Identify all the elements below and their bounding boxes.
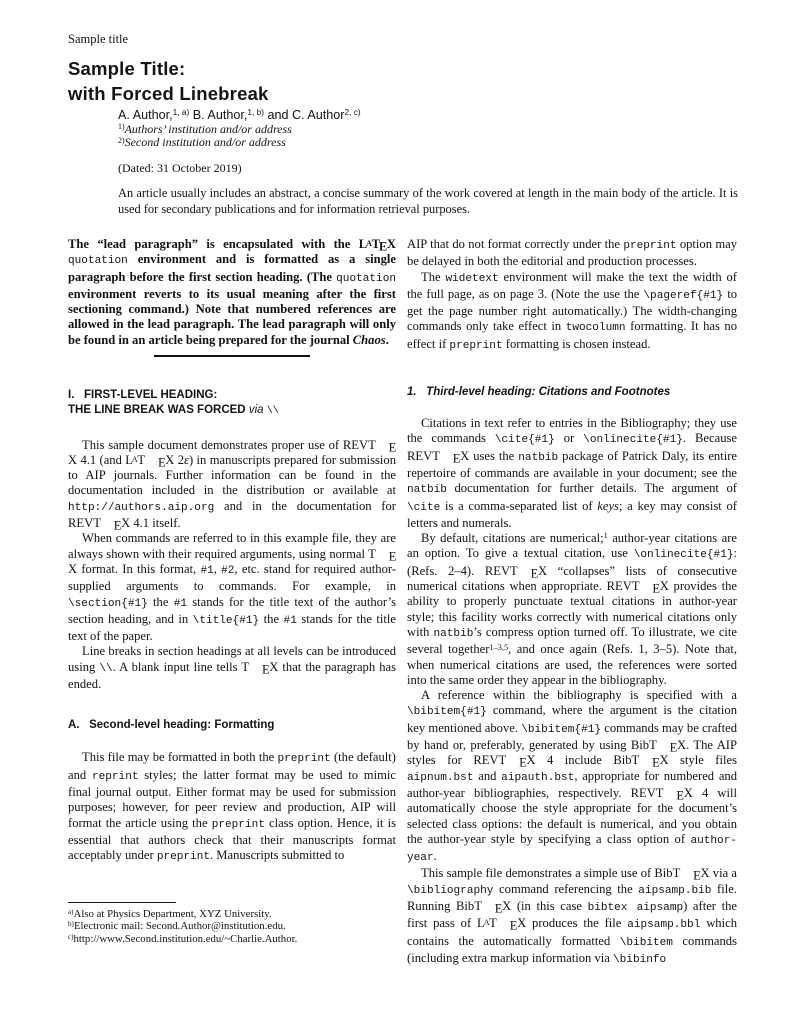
byline-block <box>118 108 738 218</box>
paragraph-left-3: Line breaks in section headings at all levels can be introduced using \\. A blank input line tells T EX that the paragraph has ended. <box>68 644 396 692</box>
paragraph-left-1: This sample document demonstrates proper use of REVT EX 4.1 (and LAT EX 2ε) in manuscripts prepared for submission to AIP journals. Further information can be found in the documentation included in the distribution or available at http://authors.aip.org and in the documentation for REVT EX 4.1 itself. <box>68 437 397 533</box>
paragraph-left-4: This file may be formatted in both the preprint (the default) and reprint styles; the latter format may be used to mimic final journal output. Either format may be used for submission purposes; however, for peer review and production, AIP will format the article using the preprint class option. Hence, it is essential that authors check that their manuscripts format acceptably under preprint. Manuscripts submitted to <box>68 750 397 864</box>
paragraph-right-3: Citations in text refer to entries in the Bibliography; they use the commands \cite{#1} or \onlinecite{#1}. Because REVT EX uses the natbib package of Patrick Daly, its entire repertoire of commands are available in your document; see the natbib documentation for further details. The argument of \cite is a comma-separated list of keys; a key may consist of letters and numerals. <box>407 416 738 530</box>
authors-line: A. Author,$^{1, a)}$ B. Author,$^{1, b)}$ and C. Author$^{2, c)}$ <box>118 107 361 122</box>
paragraph-right-5: A reference within the bibliography is specified with a \bibitem{#1} command, where the argument is the citation key mentioned above. \bibitem{#1} commands may be crafted by hand or, preferably, generated by using BibT EX. The AIP styles for REVT EX 4 include BibT EX style files aipnum.bst and aipauth.bst, appropriate for numbered and author-year bibliographies, respectively. REVT EX 4 will automatically choose the style appropriate for the document’s selected class options: the default is numerical, and you obtain the author-year style by specifying a class option of author-year. <box>407 688 738 865</box>
footnote-block <box>68 902 396 945</box>
two-column-body <box>68 237 737 968</box>
paragraph-right-2: The widetext environment will make the text the width of the full page, as on page 3. (Note the use the \pageref{#1} to get the page number right automatically.) The width-changing commands only take effect in twocolumn formatting. It has no effect if preprint formatting is chosen instead. <box>407 269 737 352</box>
paragraph-right-4: By default, citations are numerical;$^1$ author-year citations are an option. To give a textual citation, use \onlinecite{#1}: (Refs. 2–4). REVT EX “collapses” lists of consecutive numerical citations when appropriate. REVT EX provides the ability to properly punctuate textual citations in author-year style; this facility works correctly with numerical citations only with natbib’s compress option turned off. To illustrate, we cite several together$^{1-3,5}$, and once again (Refs. 1, 3–5). Note that, when numerical citations are used, the references were sorted into the same order they appear in the bibliography. <box>407 531 737 687</box>
paragraph-right-6: This sample file demonstrates a simple use of BibT EX via a \bibliography command referencing the aipsamp.bib file. Running BibT EX (in this case bibtex aipsamp) after the first pass of LAT EX produces the file aipsamp.bbl which contains the automatically formatted \bibitem commands (including extra markup information via \bibinfo <box>407 866 738 966</box>
subsection-heading-a: A. Second-level heading: Formatting <box>68 719 275 732</box>
title-line-1: Sample Title: <box>68 58 186 79</box>
dated-line: (Dated: 31 October 2019) <box>118 161 242 176</box>
section-heading-first-level: I. FIRST-LEVEL HEADING: THE LINE BREAK WAS FORCED via \\ <box>68 388 279 417</box>
affiliation-line-1: $^{1)}$Authors’ institution and/or address <box>118 122 292 136</box>
title-line-2: with Forced Linebreak <box>68 82 269 104</box>
abstract-text: An article usually includes an abstract, a concise summary of the work covered at length in the main body of the article. It is used for secondary publications and for information retrieval purposes. <box>118 186 738 216</box>
paragraph-left-2: When commands are referred to in this example file, they are always shown with their required arguments, using normal T EX format. In this format, #1, #2, etc. stand for required author-supplied arguments to commands. For example, in \section{#1} the #1 stands for the title text of the author’s section heading, and in \title{#1} the #1 stands for the title text of the paper. <box>68 531 397 644</box>
footnote-c: $^{c)}$http://www.Second.institution.edu/~Charlie.Author. <box>68 932 298 945</box>
lead-separator-rule <box>154 355 310 357</box>
lead-paragraph: The “lead paragraph” is encapsulated with the LATEX quotation environment and is formatted as a single paragraph before the first section heading. (The quotation environment reverts to its usual meaning after the first sectioning command.) Note that numbered references are allowed in the lead paragraph. The lead paragraph will only be found in an article being prepared for the journal Chaos. <box>68 237 396 347</box>
right-column <box>407 237 737 968</box>
paper-title <box>68 57 269 106</box>
left-column <box>68 237 396 945</box>
footnote-rule <box>68 902 176 903</box>
subsubsection-heading-1: 1. Third-level heading: Citations and Footnotes <box>407 386 671 399</box>
affiliation-line-2: $^{2)}$Second institution and/or address <box>118 135 286 150</box>
running-head: Sample title <box>68 32 129 46</box>
footnote-b: $^{b)}$Electronic mail: Second.Author@institution.edu. <box>68 920 286 933</box>
paragraph-right-1: AIP that do not format correctly under the preprint option may be delayed in both the editorial and production processes. <box>407 237 737 269</box>
footnote-a: $^{a)}$Also at Physics Department, XYZ University. <box>68 907 272 921</box>
